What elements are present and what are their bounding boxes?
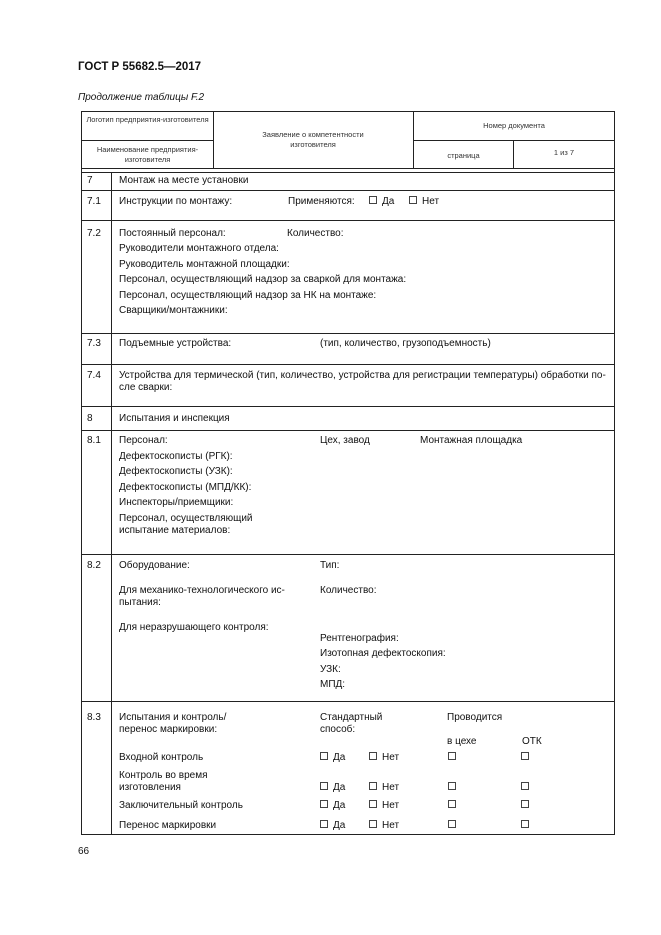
doc-number-label: Номер документа xyxy=(483,121,545,130)
field-label: Дефектоскописты (МПД/КК): xyxy=(119,482,252,493)
table-caption: Продолжение таблицы F.2 xyxy=(78,92,205,103)
checkbox-no[interactable] xyxy=(369,782,399,794)
field-label: Устройства для термической (тип, количество, устройства для регистрации температуры) обработки по- xyxy=(119,370,606,381)
column-label: ОТК xyxy=(522,736,542,747)
field-label: сле сварки: xyxy=(119,382,173,393)
checkbox-icon xyxy=(409,196,417,204)
column-label: Монтажная площадка xyxy=(420,435,523,446)
field-label: Количество: xyxy=(320,585,377,596)
field-label: Персонал, осуществляющий xyxy=(119,513,253,524)
checkbox-otk[interactable] xyxy=(521,752,534,764)
checkbox-icon xyxy=(448,800,456,808)
column-label: Цех, завод xyxy=(320,435,370,446)
field-label: испытание материалов: xyxy=(119,525,231,536)
control-item-label: изготовления xyxy=(119,782,181,793)
checkbox-label: Да xyxy=(333,752,346,763)
control-item-label: Заключительный контроль xyxy=(119,800,243,811)
checkbox-icon xyxy=(448,820,456,828)
checkbox-icon xyxy=(369,820,377,828)
control-item-label: Контроль во время xyxy=(119,770,208,781)
checkbox-label: Нет xyxy=(382,782,400,793)
section-title: Испытания и инспекция xyxy=(119,413,230,424)
checkbox-label: Да xyxy=(333,820,346,831)
row-number: 7.4 xyxy=(87,370,101,381)
checkbox-icon xyxy=(320,820,328,828)
company-name-cell: Наименование предприятия-изготовителя xyxy=(96,145,199,164)
field-label: Сварщики/монтажники: xyxy=(119,305,228,316)
checkbox-label: Да xyxy=(333,782,346,793)
statement-title: Заявление о компетентности изготовителя xyxy=(262,130,364,149)
field-label: Количество: xyxy=(287,228,344,239)
field-label: МПД: xyxy=(320,679,346,690)
logo-cell: Логотип предприятия-изготовителя xyxy=(86,115,209,124)
field-label: пытания: xyxy=(119,597,161,608)
row-number: 8.1 xyxy=(87,435,101,446)
field-label: Инструкции по монтажу: xyxy=(119,196,233,207)
field-note: (тип, количество, грузоподъемность) xyxy=(320,338,491,349)
checkbox-yes[interactable] xyxy=(369,196,394,208)
column-label: Стандартный xyxy=(320,712,383,723)
checkbox-icon xyxy=(369,752,377,760)
checkbox-no[interactable] xyxy=(409,196,439,208)
checkbox-label: Нет xyxy=(382,752,400,763)
field-label: Постоянный персонал: xyxy=(119,228,226,239)
checkbox-icon xyxy=(521,820,529,828)
field-label: Применяются: xyxy=(288,196,355,207)
column-label: способ: xyxy=(320,724,356,735)
control-item-label: Перенос маркировки xyxy=(119,820,217,831)
row-number: 7.3 xyxy=(87,338,101,349)
checkbox-icon xyxy=(448,752,456,760)
field-label: Дефектоскописты (РГК): xyxy=(119,451,233,462)
page-label: страница xyxy=(447,151,480,160)
column-label: Проводится xyxy=(447,712,503,723)
checkbox-yes[interactable] xyxy=(320,800,345,812)
checkbox-yes[interactable] xyxy=(320,782,345,794)
row-number: 7 xyxy=(87,175,93,186)
standard-number: ГОСТ Р 55682.5—2017 xyxy=(78,61,202,73)
checkbox-icon xyxy=(320,752,328,760)
checkbox-icon xyxy=(320,782,328,790)
checkbox-yes[interactable] xyxy=(320,752,345,764)
checkbox-label: Да xyxy=(333,800,346,811)
checkbox-icon xyxy=(448,782,456,790)
checkbox-icon xyxy=(521,782,529,790)
field-label: Испытания и контроль/ xyxy=(119,712,227,723)
row-number: 8.2 xyxy=(87,560,101,571)
checkbox-icon xyxy=(521,800,529,808)
field-label: Руководители монтажного отдела: xyxy=(119,243,279,254)
field-label: Рентгенография: xyxy=(320,633,399,644)
field-label: Персонал: xyxy=(119,435,168,446)
checkbox-label: Да xyxy=(382,196,395,207)
checkbox-otk[interactable] xyxy=(521,782,534,794)
checkbox-no[interactable] xyxy=(369,800,399,812)
field-label: Персонал, осуществляющий надзор за НК на монтаже: xyxy=(119,290,377,301)
row-number: 8.3 xyxy=(87,712,101,723)
field-label: Тип: xyxy=(320,560,340,571)
checkbox-icon xyxy=(369,196,377,204)
field-label: Оборудование: xyxy=(119,560,190,571)
row-number: 7.2 xyxy=(87,228,101,239)
checkbox-yes[interactable] xyxy=(320,820,345,832)
checkbox-label: Нет xyxy=(422,196,440,207)
checkbox-icon xyxy=(369,800,377,808)
column-label: в цехе xyxy=(447,736,477,747)
field-label: Подъемные устройства: xyxy=(119,338,232,349)
row-number: 8 xyxy=(87,413,93,424)
section-title: Монтаж на месте установки xyxy=(119,175,249,186)
checkbox-shop[interactable] xyxy=(448,800,461,812)
field-label: Изотопная дефектоскопия: xyxy=(320,648,446,659)
field-label: Для механико-технологического ис- xyxy=(119,585,285,596)
field-label: Для неразрушающего контроля: xyxy=(119,622,269,633)
checkbox-shop[interactable] xyxy=(448,820,461,832)
page-number: 66 xyxy=(78,846,90,857)
checkbox-otk[interactable] xyxy=(521,800,534,812)
field-label: Инспекторы/приемщики: xyxy=(119,497,234,508)
checkbox-icon xyxy=(521,752,529,760)
field-label: перенос маркировки: xyxy=(119,724,218,735)
field-label: Дефектоскописты (УЗК): xyxy=(119,466,233,477)
checkbox-no[interactable] xyxy=(369,752,399,764)
checkbox-label: Нет xyxy=(382,820,400,831)
row-number: 7.1 xyxy=(87,196,101,207)
control-item-label: Входной контроль xyxy=(119,752,204,763)
field-label: УЗК: xyxy=(320,664,341,675)
checkbox-shop[interactable] xyxy=(448,752,461,764)
page-value: 1 из 7 xyxy=(553,148,575,157)
field-label: Персонал, осуществляющий надзор за сваркой для монтажа: xyxy=(119,274,407,285)
checkbox-icon xyxy=(320,800,328,808)
checkbox-icon xyxy=(369,782,377,790)
field-label: Руководитель монтажной площадки: xyxy=(119,259,290,270)
checkbox-no[interactable] xyxy=(369,820,399,832)
checkbox-label: Нет xyxy=(382,800,400,811)
checkbox-shop[interactable] xyxy=(448,782,461,794)
checkbox-otk[interactable] xyxy=(521,820,534,832)
